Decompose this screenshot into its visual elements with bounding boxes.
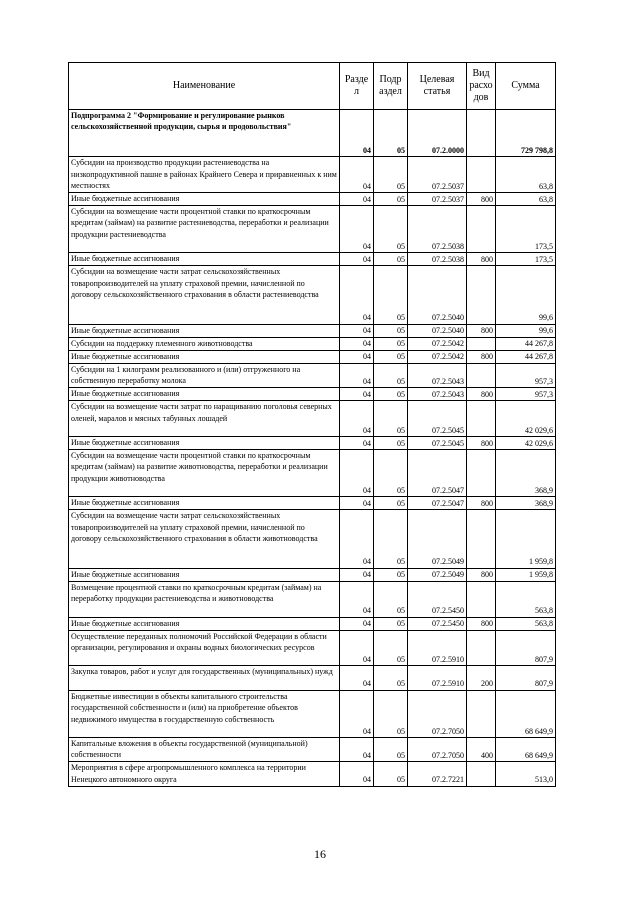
row-target-cell: 07.2.5038 bbox=[408, 205, 467, 252]
row-type-cell: 800 bbox=[467, 436, 496, 449]
row-type-cell bbox=[467, 690, 496, 737]
row-target-cell: 07.2.5910 bbox=[408, 666, 467, 690]
row-name-cell: Субсидии на возмещение части затрат по наращиванию поголовья северных оленей, маралов и мясных табунных лошадей bbox=[69, 401, 340, 437]
row-subsection-cell: 05 bbox=[374, 253, 408, 266]
row-type-cell: 200 bbox=[467, 666, 496, 690]
row-sum-cell: 63,8 bbox=[496, 192, 556, 205]
row-section-cell: 04 bbox=[340, 617, 374, 630]
table-body bbox=[69, 110, 556, 787]
row-target-cell: 07.2.5045 bbox=[408, 401, 467, 437]
row-type-cell bbox=[467, 266, 496, 325]
row-name-cell: Подпрограмма 2 "Формирование и регулирование рынков сельскохозяйственной продукции, сырья и продовольствия" bbox=[69, 110, 340, 157]
row-target-cell: 07.2.5049 bbox=[408, 510, 467, 569]
header-sum: Сумма bbox=[496, 63, 556, 110]
table-row bbox=[69, 762, 556, 786]
table-row bbox=[69, 253, 556, 266]
row-subsection-cell: 05 bbox=[374, 666, 408, 690]
row-sum-cell: 42 029,6 bbox=[496, 436, 556, 449]
row-name-cell: Иные бюджетные ассигнования bbox=[69, 388, 340, 401]
row-target-cell: 07.2.5040 bbox=[408, 324, 467, 337]
row-subsection-cell: 05 bbox=[374, 737, 408, 761]
row-section-cell: 04 bbox=[340, 581, 374, 617]
row-name-cell: Осуществление переданных полномочий Российской Федерации в области организации, регулирования и охраны водных биологических ресурсов bbox=[69, 630, 340, 666]
row-subsection-cell: 05 bbox=[374, 581, 408, 617]
row-target-cell: 07.2.5047 bbox=[408, 497, 467, 510]
row-name-cell: Мероприятия в сфере агропромышленного комплекса на территории Ненецкого автономного округа bbox=[69, 762, 340, 786]
header-subsection: Подр аздел bbox=[374, 63, 408, 110]
row-section-cell: 04 bbox=[340, 449, 374, 496]
row-sum-cell: 957,3 bbox=[496, 388, 556, 401]
header-name: Наименование bbox=[69, 63, 340, 110]
row-sum-cell: 513,0 bbox=[496, 762, 556, 786]
row-name-cell: Иные бюджетные ассигнования bbox=[69, 350, 340, 363]
row-section-cell: 04 bbox=[340, 110, 374, 157]
row-section-cell: 04 bbox=[340, 253, 374, 266]
row-type-cell bbox=[467, 110, 496, 157]
table-row bbox=[69, 110, 556, 157]
row-type-cell: 800 bbox=[467, 617, 496, 630]
row-type-cell: 800 bbox=[467, 192, 496, 205]
row-subsection-cell: 05 bbox=[374, 363, 408, 387]
row-type-cell bbox=[467, 205, 496, 252]
row-section-cell: 04 bbox=[340, 324, 374, 337]
row-target-cell: 07.2.5043 bbox=[408, 363, 467, 387]
row-section-cell: 04 bbox=[340, 401, 374, 437]
row-subsection-cell: 05 bbox=[374, 205, 408, 252]
row-subsection-cell: 05 bbox=[374, 449, 408, 496]
row-target-cell: 07.2.5049 bbox=[408, 568, 467, 581]
row-type-cell: 800 bbox=[467, 324, 496, 337]
row-name-cell: Иные бюджетные ассигнования bbox=[69, 253, 340, 266]
table-header-row bbox=[69, 63, 556, 110]
table-row bbox=[69, 192, 556, 205]
header-expense-type: Вид расхо дов bbox=[467, 63, 496, 110]
row-section-cell: 04 bbox=[340, 192, 374, 205]
row-type-cell: 800 bbox=[467, 388, 496, 401]
row-sum-cell: 957,3 bbox=[496, 363, 556, 387]
row-type-cell: 800 bbox=[467, 497, 496, 510]
row-name-cell: Субсидии на возмещение части затрат сельскохозяйственных товаропроизводителей на уплату страховой премии, начисленной по договору сельскохозяйственного страхования в области животноводства bbox=[69, 510, 340, 569]
row-name-cell: Субсидии на производство продукции растениеводства на низкопродуктивной пашне в районах Крайнего Севера и приравненных к ним местностях bbox=[69, 157, 340, 193]
row-sum-cell: 99,6 bbox=[496, 266, 556, 325]
row-sum-cell: 68 649,9 bbox=[496, 737, 556, 761]
table-row bbox=[69, 497, 556, 510]
table-row bbox=[69, 350, 556, 363]
row-section-cell: 04 bbox=[340, 568, 374, 581]
table-row bbox=[69, 630, 556, 666]
row-sum-cell: 44 267,8 bbox=[496, 337, 556, 350]
row-sum-cell: 1 959,8 bbox=[496, 510, 556, 569]
row-sum-cell: 68 649,9 bbox=[496, 690, 556, 737]
row-name-cell: Иные бюджетные ассигнования bbox=[69, 324, 340, 337]
row-name-cell: Субсидии на возмещение части процентной ставки по краткосрочным кредитам (займам) на развитие растениеводства, переработки и реализации продукции растениеводства bbox=[69, 205, 340, 252]
table-row bbox=[69, 266, 556, 325]
row-subsection-cell: 05 bbox=[374, 337, 408, 350]
row-subsection-cell: 05 bbox=[374, 350, 408, 363]
row-type-cell bbox=[467, 449, 496, 496]
row-type-cell bbox=[467, 762, 496, 786]
row-target-cell: 07.2.5038 bbox=[408, 253, 467, 266]
row-sum-cell: 63,8 bbox=[496, 157, 556, 193]
row-type-cell bbox=[467, 401, 496, 437]
row-name-cell: Субсидии на 1 килограмм реализованного и (или) отгруженного на собственную переработку молока bbox=[69, 363, 340, 387]
row-sum-cell: 807,9 bbox=[496, 666, 556, 690]
row-sum-cell: 368,9 bbox=[496, 497, 556, 510]
row-sum-cell: 807,9 bbox=[496, 630, 556, 666]
row-section-cell: 04 bbox=[340, 666, 374, 690]
row-sum-cell: 99,6 bbox=[496, 324, 556, 337]
row-type-cell: 800 bbox=[467, 253, 496, 266]
row-target-cell: 07.2.5910 bbox=[408, 630, 467, 666]
row-type-cell bbox=[467, 157, 496, 193]
row-subsection-cell: 05 bbox=[374, 388, 408, 401]
row-type-cell: 400 bbox=[467, 737, 496, 761]
row-target-cell: 07.2.5450 bbox=[408, 617, 467, 630]
row-target-cell: 07.2.5040 bbox=[408, 266, 467, 325]
row-target-cell: 07.2.7221 bbox=[408, 762, 467, 786]
row-target-cell: 07.2.7050 bbox=[408, 737, 467, 761]
row-subsection-cell: 05 bbox=[374, 324, 408, 337]
row-target-cell: 07.2.5042 bbox=[408, 337, 467, 350]
row-section-cell: 04 bbox=[340, 762, 374, 786]
row-name-cell: Бюджетные инвестиции в объекты капитального строительства государственной собственности и (или) на приобретение объектов недвижимого имущества в государственную собственность bbox=[69, 690, 340, 737]
row-section-cell: 04 bbox=[340, 436, 374, 449]
header-section: Разде л bbox=[340, 63, 374, 110]
page-number: 16 bbox=[314, 847, 326, 861]
row-target-cell: 07.2.5047 bbox=[408, 449, 467, 496]
row-name-cell: Субсидии на поддержку племенного животноводства bbox=[69, 337, 340, 350]
row-name-cell: Иные бюджетные ассигнования bbox=[69, 192, 340, 205]
row-name-cell: Иные бюджетные ассигнования bbox=[69, 497, 340, 510]
budget-table bbox=[68, 62, 556, 787]
row-subsection-cell: 05 bbox=[374, 266, 408, 325]
row-section-cell: 04 bbox=[340, 630, 374, 666]
table-row bbox=[69, 666, 556, 690]
row-subsection-cell: 05 bbox=[374, 497, 408, 510]
table-row bbox=[69, 568, 556, 581]
row-subsection-cell: 05 bbox=[374, 630, 408, 666]
row-sum-cell: 42 029,6 bbox=[496, 401, 556, 437]
row-name-cell: Возмещение процентной ставки по краткосрочным кредитам (займам) на переработку продукции растениеводства и животноводства bbox=[69, 581, 340, 617]
table-row bbox=[69, 737, 556, 761]
row-section-cell: 04 bbox=[340, 266, 374, 325]
row-name-cell: Иные бюджетные ассигнования bbox=[69, 568, 340, 581]
row-sum-cell: 1 959,8 bbox=[496, 568, 556, 581]
row-sum-cell: 729 798,8 bbox=[496, 110, 556, 157]
row-section-cell: 04 bbox=[340, 497, 374, 510]
table-row bbox=[69, 690, 556, 737]
row-type-cell bbox=[467, 363, 496, 387]
table-row bbox=[69, 449, 556, 496]
table-row bbox=[69, 324, 556, 337]
row-sum-cell: 44 267,8 bbox=[496, 350, 556, 363]
row-name-cell: Иные бюджетные ассигнования bbox=[69, 617, 340, 630]
table-row bbox=[69, 510, 556, 569]
row-subsection-cell: 05 bbox=[374, 762, 408, 786]
row-section-cell: 04 bbox=[340, 205, 374, 252]
table-row bbox=[69, 617, 556, 630]
row-subsection-cell: 05 bbox=[374, 690, 408, 737]
row-target-cell: 07.2.5450 bbox=[408, 581, 467, 617]
table-row bbox=[69, 436, 556, 449]
row-section-cell: 04 bbox=[340, 350, 374, 363]
table-row bbox=[69, 388, 556, 401]
row-section-cell: 04 bbox=[340, 363, 374, 387]
row-subsection-cell: 05 bbox=[374, 401, 408, 437]
row-sum-cell: 563,8 bbox=[496, 617, 556, 630]
table-row bbox=[69, 401, 556, 437]
row-target-cell: 07.2.5043 bbox=[408, 388, 467, 401]
header-target-article: Целевая статья bbox=[408, 63, 467, 110]
row-type-cell bbox=[467, 630, 496, 666]
row-name-cell: Закупка товаров, работ и услуг для государственных (муниципальных) нужд bbox=[69, 666, 340, 690]
row-target-cell: 07.2.7050 bbox=[408, 690, 467, 737]
table-row bbox=[69, 157, 556, 193]
table-row bbox=[69, 337, 556, 350]
row-section-cell: 04 bbox=[340, 690, 374, 737]
row-sum-cell: 368,9 bbox=[496, 449, 556, 496]
row-name-cell: Иные бюджетные ассигнования bbox=[69, 436, 340, 449]
row-type-cell bbox=[467, 581, 496, 617]
row-subsection-cell: 05 bbox=[374, 192, 408, 205]
row-sum-cell: 173,5 bbox=[496, 253, 556, 266]
row-section-cell: 04 bbox=[340, 737, 374, 761]
row-name-cell: Субсидии на возмещение части затрат сельскохозяйственных товаропроизводителей на уплату страховой премии, начисленной по договору сельскохозяйственного страхования в области растениеводства bbox=[69, 266, 340, 325]
row-subsection-cell: 05 bbox=[374, 436, 408, 449]
row-name-cell: Субсидии на возмещение части процентной ставки по краткосрочным кредитам (займам) на развитие животноводства, переработки и реализации продукции животноводства bbox=[69, 449, 340, 496]
row-section-cell: 04 bbox=[340, 388, 374, 401]
table-row bbox=[69, 363, 556, 387]
row-sum-cell: 173,5 bbox=[496, 205, 556, 252]
row-target-cell: 07.2.5037 bbox=[408, 192, 467, 205]
table-row bbox=[69, 581, 556, 617]
row-section-cell: 04 bbox=[340, 510, 374, 569]
row-target-cell: 07.2.5042 bbox=[408, 350, 467, 363]
row-target-cell: 07.2.0000 bbox=[408, 110, 467, 157]
row-type-cell bbox=[467, 337, 496, 350]
row-target-cell: 07.2.5045 bbox=[408, 436, 467, 449]
row-section-cell: 04 bbox=[340, 157, 374, 193]
row-subsection-cell: 05 bbox=[374, 617, 408, 630]
row-target-cell: 07.2.5037 bbox=[408, 157, 467, 193]
row-type-cell bbox=[467, 510, 496, 569]
row-type-cell: 800 bbox=[467, 568, 496, 581]
row-subsection-cell: 05 bbox=[374, 157, 408, 193]
row-sum-cell: 563,8 bbox=[496, 581, 556, 617]
row-section-cell: 04 bbox=[340, 337, 374, 350]
table-row bbox=[69, 205, 556, 252]
row-subsection-cell: 05 bbox=[374, 568, 408, 581]
row-subsection-cell: 05 bbox=[374, 510, 408, 569]
row-name-cell: Капитальные вложения в объекты государственной (муниципальной) собственности bbox=[69, 737, 340, 761]
row-subsection-cell: 05 bbox=[374, 110, 408, 157]
row-type-cell: 800 bbox=[467, 350, 496, 363]
